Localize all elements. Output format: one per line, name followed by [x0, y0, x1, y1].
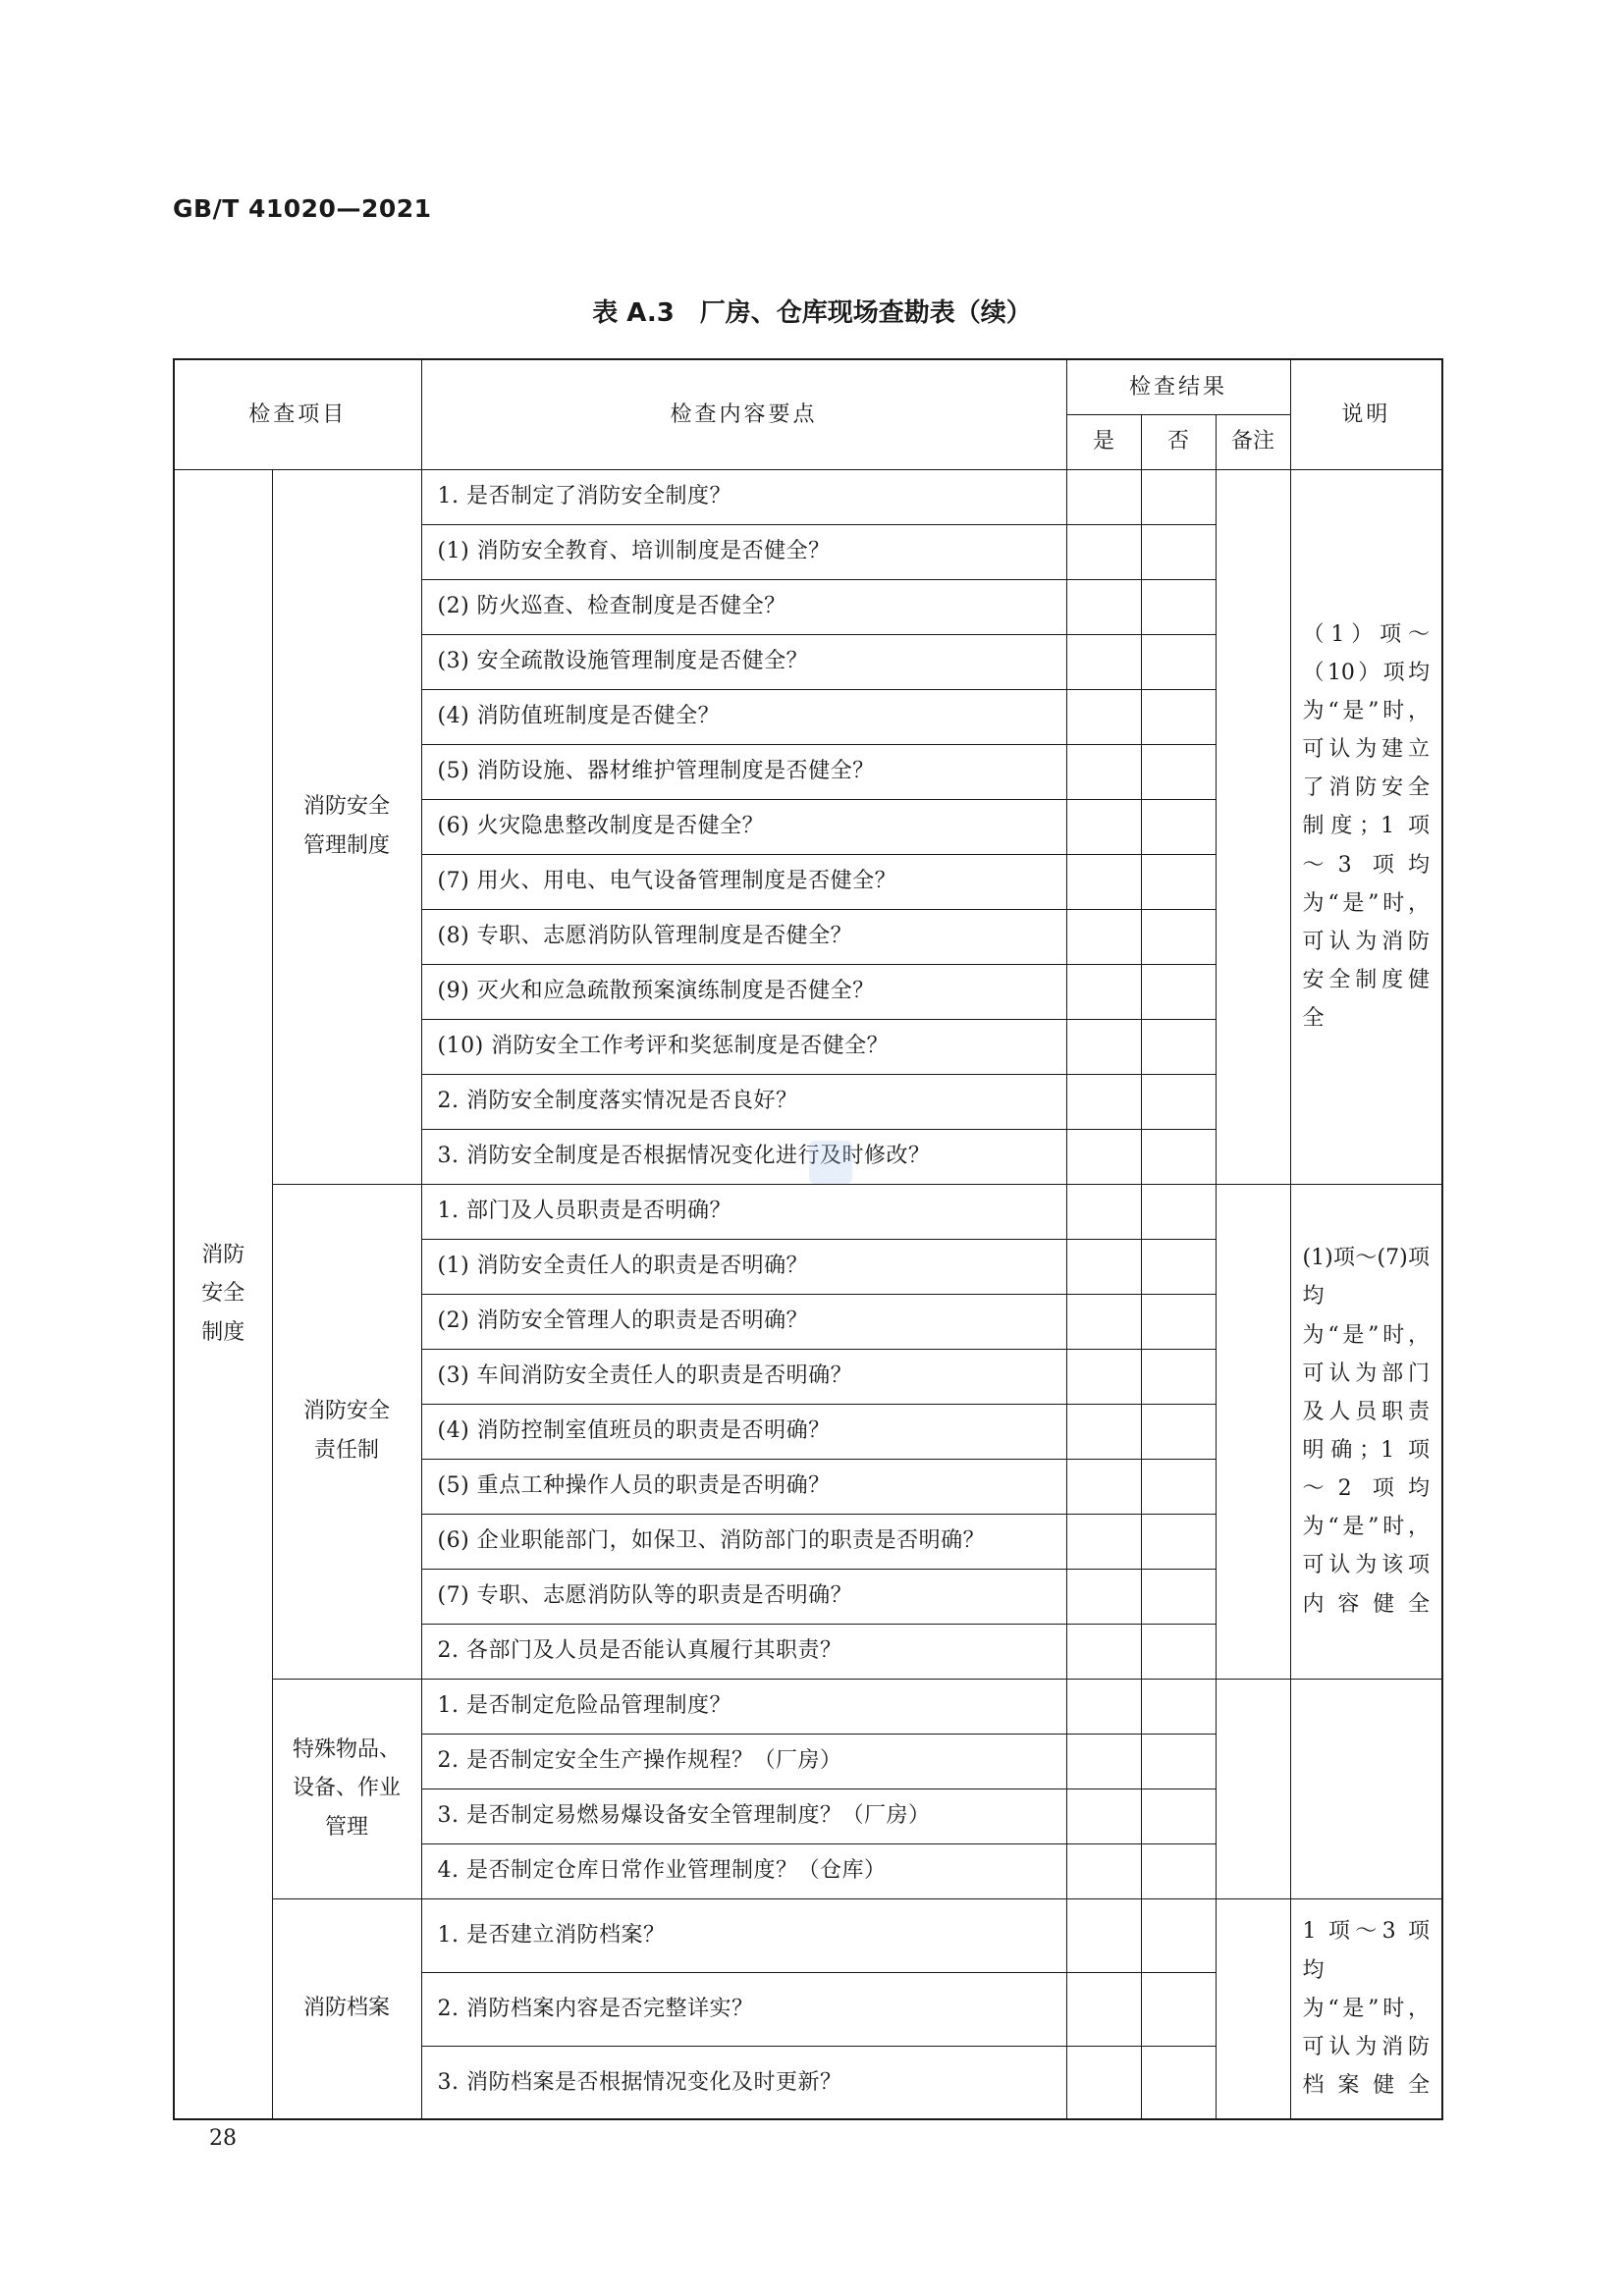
check-item-text: (6) 企业职能部门，如保卫、消防部门的职责是否明确？ — [421, 1514, 1066, 1569]
result-no-cell[interactable] — [1141, 1569, 1216, 1624]
description-cell: （1）项～（10）项均为“是”时，可认为建立了消防安全制度；1 项～3 项均为“是”时，可认为消防安全制度健全 — [1290, 469, 1442, 1184]
result-yes-cell[interactable] — [1066, 1404, 1141, 1459]
result-no-cell[interactable] — [1141, 1898, 1216, 1972]
result-no-cell[interactable] — [1141, 524, 1216, 579]
remark-cell[interactable] — [1216, 1679, 1290, 1898]
check-item-text: (6) 火灾隐患整改制度是否健全？ — [421, 799, 1066, 854]
result-no-cell[interactable] — [1141, 1679, 1216, 1734]
result-yes-cell[interactable] — [1066, 1898, 1141, 1972]
check-item-text: (1) 消防安全责任人的职责是否明确？ — [421, 1239, 1066, 1294]
check-item-text: 4. 是否制定仓库日常作业管理制度？（仓库） — [421, 1843, 1066, 1898]
result-no-cell[interactable] — [1141, 634, 1216, 689]
result-yes-cell[interactable] — [1066, 1459, 1141, 1514]
result-no-cell[interactable] — [1141, 1294, 1216, 1349]
remark-cell[interactable] — [1216, 1898, 1290, 2119]
result-no-cell[interactable] — [1141, 1129, 1216, 1184]
table-row — [174, 1679, 1442, 1734]
page-number: 28 — [209, 2126, 237, 2151]
header-no: 否 — [1141, 414, 1216, 469]
check-item-text: (3) 车间消防安全责任人的职责是否明确？ — [421, 1349, 1066, 1404]
result-yes-cell[interactable] — [1066, 579, 1141, 634]
result-no-cell[interactable] — [1141, 1459, 1216, 1514]
inspection-table — [173, 358, 1443, 2120]
check-item-text: (7) 用火、用电、电气设备管理制度是否健全？ — [421, 854, 1066, 909]
result-yes-cell[interactable] — [1066, 909, 1141, 964]
check-item-text: 3. 是否制定易燃易爆设备安全管理制度？（厂房） — [421, 1789, 1066, 1843]
header-description: 说明 — [1290, 359, 1442, 469]
result-no-cell[interactable] — [1141, 744, 1216, 799]
result-yes-cell[interactable] — [1066, 964, 1141, 1019]
header-yes: 是 — [1066, 414, 1141, 469]
check-item-text: 2. 消防安全制度落实情况是否良好？ — [421, 1074, 1066, 1129]
remark-cell[interactable] — [1216, 1184, 1290, 1679]
result-yes-cell[interactable] — [1066, 1624, 1141, 1679]
check-item-text: 2. 消防档案内容是否完整详实？ — [421, 1972, 1066, 2046]
check-item-text: (2) 消防安全管理人的职责是否明确？ — [421, 1294, 1066, 1349]
result-yes-cell[interactable] — [1066, 1789, 1141, 1843]
group-name-cell: 消防安全 责任制 — [272, 1184, 421, 1679]
result-yes-cell[interactable] — [1066, 1294, 1141, 1349]
result-yes-cell[interactable] — [1066, 1239, 1141, 1294]
result-no-cell[interactable] — [1141, 1734, 1216, 1789]
result-yes-cell[interactable] — [1066, 1349, 1141, 1404]
check-item-text: (4) 消防值班制度是否健全？ — [421, 689, 1066, 744]
table-title: 表 A.3 厂房、仓库现场查勘表（续） — [592, 298, 1032, 328]
result-no-cell[interactable] — [1141, 964, 1216, 1019]
result-yes-cell[interactable] — [1066, 1514, 1141, 1569]
category-cell: 消防 安全 制度 — [174, 469, 272, 2119]
check-item-text: (1) 消防安全教育、培训制度是否健全？ — [421, 524, 1066, 579]
result-no-cell[interactable] — [1141, 689, 1216, 744]
result-yes-cell[interactable] — [1066, 854, 1141, 909]
check-item-text: (2) 防火巡查、检查制度是否健全？ — [421, 579, 1066, 634]
result-yes-cell[interactable] — [1066, 744, 1141, 799]
result-yes-cell[interactable] — [1066, 1972, 1141, 2046]
check-item-text: (8) 专职、志愿消防队管理制度是否健全？ — [421, 909, 1066, 964]
result-no-cell[interactable] — [1141, 1404, 1216, 1459]
result-no-cell[interactable] — [1141, 1624, 1216, 1679]
result-yes-cell[interactable] — [1066, 1074, 1141, 1129]
watermark-mark — [809, 1141, 852, 1184]
remark-cell[interactable] — [1216, 469, 1290, 1184]
check-item-text: 3. 消防档案是否根据情况变化及时更新？ — [421, 2046, 1066, 2119]
result-yes-cell[interactable] — [1066, 1184, 1141, 1239]
check-item-text: 2. 是否制定安全生产操作规程？（厂房） — [421, 1734, 1066, 1789]
result-yes-cell[interactable] — [1066, 634, 1141, 689]
check-item-text: (4) 消防控制室值班员的职责是否明确？ — [421, 1404, 1066, 1459]
result-yes-cell[interactable] — [1066, 689, 1141, 744]
table-row — [174, 1184, 1442, 1239]
result-no-cell[interactable] — [1141, 579, 1216, 634]
result-yes-cell[interactable] — [1066, 1019, 1141, 1074]
result-no-cell[interactable] — [1141, 1074, 1216, 1129]
header-check-item: 检查项目 — [174, 359, 421, 469]
result-no-cell[interactable] — [1141, 1184, 1216, 1239]
description-cell: (1)项～(7)项均为“是”时，可认为部门及人员职责明确；1 项～2 项均为“是”时，可认为该项内容健全 — [1290, 1184, 1442, 1679]
check-item-text: (10) 消防安全工作考评和奖惩制度是否健全？ — [421, 1019, 1066, 1074]
description-cell: 1 项～3 项均为“是”时，可认为消防档案健全 — [1290, 1898, 1442, 2119]
check-item-text: (9) 灭火和应急疏散预案演练制度是否健全？ — [421, 964, 1066, 1019]
result-no-cell[interactable] — [1141, 1514, 1216, 1569]
check-item-text: (5) 重点工种操作人员的职责是否明确？ — [421, 1459, 1066, 1514]
check-item-text: 3. 消防安全制度是否根据情况变化进行及时修改？ — [421, 1129, 1066, 1184]
result-yes-cell[interactable] — [1066, 1129, 1141, 1184]
result-yes-cell[interactable] — [1066, 1679, 1141, 1734]
check-item-text: 1. 是否制定危险品管理制度？ — [421, 1679, 1066, 1734]
result-no-cell[interactable] — [1141, 854, 1216, 909]
result-no-cell[interactable] — [1141, 1843, 1216, 1898]
result-yes-cell[interactable] — [1066, 1734, 1141, 1789]
check-item-text: 1. 部门及人员职责是否明确？ — [421, 1184, 1066, 1239]
check-item-text: 1. 是否制定了消防安全制度？ — [421, 469, 1066, 524]
result-yes-cell[interactable] — [1066, 2046, 1141, 2119]
description-cell — [1290, 1679, 1442, 1898]
table-row — [174, 1898, 1442, 1972]
result-no-cell[interactable] — [1141, 799, 1216, 854]
standard-code: GB/T 41020—2021 — [173, 194, 432, 223]
result-yes-cell[interactable] — [1066, 1569, 1141, 1624]
result-yes-cell[interactable] — [1066, 799, 1141, 854]
group-name-cell: 消防档案 — [272, 1898, 421, 2119]
check-item-text: (3) 安全疏散设施管理制度是否健全？ — [421, 634, 1066, 689]
result-no-cell[interactable] — [1141, 1349, 1216, 1404]
result-no-cell[interactable] — [1141, 909, 1216, 964]
result-no-cell[interactable] — [1141, 1972, 1216, 2046]
result-no-cell[interactable] — [1141, 2046, 1216, 2119]
result-yes-cell[interactable] — [1066, 524, 1141, 579]
check-item-text: 2. 各部门及人员是否能认真履行其职责？ — [421, 1624, 1066, 1679]
result-no-cell[interactable] — [1141, 1789, 1216, 1843]
group-name-cell: 消防安全 管理制度 — [272, 469, 421, 1184]
result-yes-cell[interactable] — [1066, 469, 1141, 524]
result-no-cell[interactable] — [1141, 1019, 1216, 1074]
header-check-content: 检查内容要点 — [421, 359, 1066, 469]
check-item-text: (5) 消防设施、器材维护管理制度是否健全？ — [421, 744, 1066, 799]
check-item-text: 1. 是否建立消防档案？ — [421, 1898, 1066, 1972]
result-no-cell[interactable] — [1141, 1239, 1216, 1294]
result-no-cell[interactable] — [1141, 469, 1216, 524]
header-remark: 备注 — [1216, 414, 1290, 469]
group-name-cell: 特殊物品、 设备、作业 管理 — [272, 1679, 421, 1898]
result-yes-cell[interactable] — [1066, 1843, 1141, 1898]
table-row — [174, 469, 1442, 524]
check-item-text: (7) 专职、志愿消防队等的职责是否明确？ — [421, 1569, 1066, 1624]
header-check-result: 检查结果 — [1066, 359, 1290, 414]
